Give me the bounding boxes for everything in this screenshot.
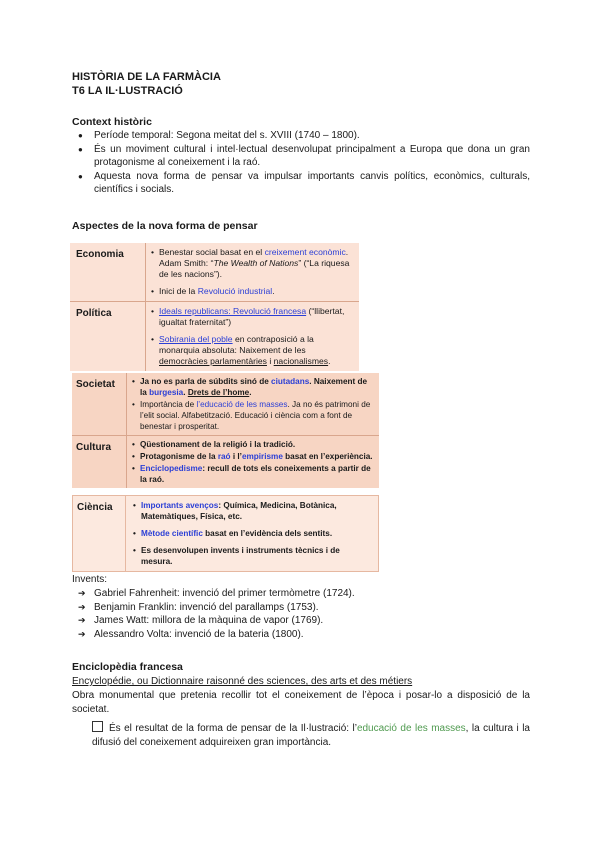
invent-item: ➔ Alessandro Volta: invenció de la bateria (1800). (72, 628, 512, 642)
cultura-bullet-3: • Enciclopedisme: recull de tots els coneixements a partir de la raó. (131, 463, 375, 485)
row-economia (70, 243, 359, 302)
row-cultura (72, 436, 379, 489)
label-ciencia: Ciència (73, 496, 126, 572)
invents-list (72, 587, 512, 641)
row-ciencia (73, 496, 379, 572)
invent-item: ➔ Benjamin Franklin: invenció del parallamps (1753). (72, 601, 512, 615)
aspects-table-1 (70, 243, 359, 371)
invents-heading: Invents: (72, 574, 108, 585)
encyclopedia-heading: Enciclopèdia francesa (72, 661, 183, 673)
checkbox[interactable] (92, 721, 103, 732)
document-title (72, 70, 221, 98)
invent-item: ➔ James Watt: millora de la màquina de vapor (1769). (72, 614, 512, 628)
encyclopedia-subtitle: Encyclopédie, ou Dictionnaire raisonné des sciences, des arts et des métiers (72, 676, 413, 687)
societat-bullet-2: • Importància de l’educació de les masses. Ja no és patrimoni de l’elit social. Alfabetització. Educació i ciència com a font de benestar i prosperitat. (131, 399, 375, 432)
row-societat (72, 373, 379, 436)
row-politica (70, 302, 359, 372)
context-bullet: ● És un moviment cultural i intel·lectual desenvolupat principalment a Europa que dona un gran protagonisme al coneixement i la raó. (72, 143, 530, 170)
context-list (72, 129, 530, 197)
invent-item: ➔ Gabriel Fahrenheit: invenció del primer termòmetre (1724). (72, 587, 512, 601)
context-heading: Context històric (72, 116, 152, 128)
aspects-heading: Aspectes de la nova forma de pensar (72, 220, 258, 232)
ciencia-bullet-2: • Mètode científic basat en l’evidència dels sentits. (132, 528, 372, 539)
label-economia: Economia (70, 243, 146, 302)
economia-bullet-2: • Inici de la Revolució industrial. (150, 286, 351, 297)
encyclopedia-check-item: És el resultat de la forma de pensar de la Il·lustració: l’educació de les masses, la cultura i la difusió del coneixement adquireixen gran importància. (92, 723, 530, 748)
aspects-table-3 (72, 495, 379, 572)
cultura-bullet-1: • Qüestionament de la religió i la tradició. (131, 439, 375, 450)
title-line-1: HISTÒRIA DE LA FARMÀCIA (72, 71, 221, 83)
context-bullet: ● Període temporal: Segona meitat del s. XVIII (1740 – 1800). (72, 129, 530, 143)
label-cultura: Cultura (72, 436, 127, 489)
label-societat: Societat (72, 373, 127, 436)
aspects-table-2 (72, 373, 379, 488)
politica-bullet-2: • Sobirania del poble en contraposició a la monarquia absoluta: Naixement de les democràcies parlamentàries i nacionalismes. (150, 334, 351, 367)
politica-bullet-1: • Ideals republicans: Revolució francesa (“llibertat, igualtat fraternitat”) (150, 306, 351, 328)
cultura-bullet-2: • Protagonisme de la raó i l’empirisme basat en l’experiència. (131, 451, 375, 462)
encyclopedia-body: Obra monumental que pretenia recollir tot el coneixement de l’època i posar-lo a disposició de la societat. (72, 690, 530, 715)
ciencia-bullet-1: • Importants avenços: Química, Medicina, Botànica, Matemàtiques, Física, etc. (132, 500, 372, 522)
label-politica: Política (70, 302, 146, 372)
context-bullet: ● Aquesta nova forma de pensar va impulsar importants canvis polítics, econòmics, culturals, científics i socials. (72, 170, 530, 197)
ciencia-bullet-3: • Es desenvolupen invents i instruments tècnics i de mesura. (132, 545, 372, 567)
societat-bullet-1: • Ja no es parla de súbdits sinó de ciutadans. Naixement de la burgesia. Drets de l’home. (131, 376, 375, 398)
economia-bullet-1: • Benestar social basat en el creixement econòmic. Adam Smith: “The Wealth of Nations” (“La riquesa de les nacions”). (150, 247, 351, 280)
title-line-2: T6 LA IL·LUSTRACIÓ (72, 85, 183, 97)
